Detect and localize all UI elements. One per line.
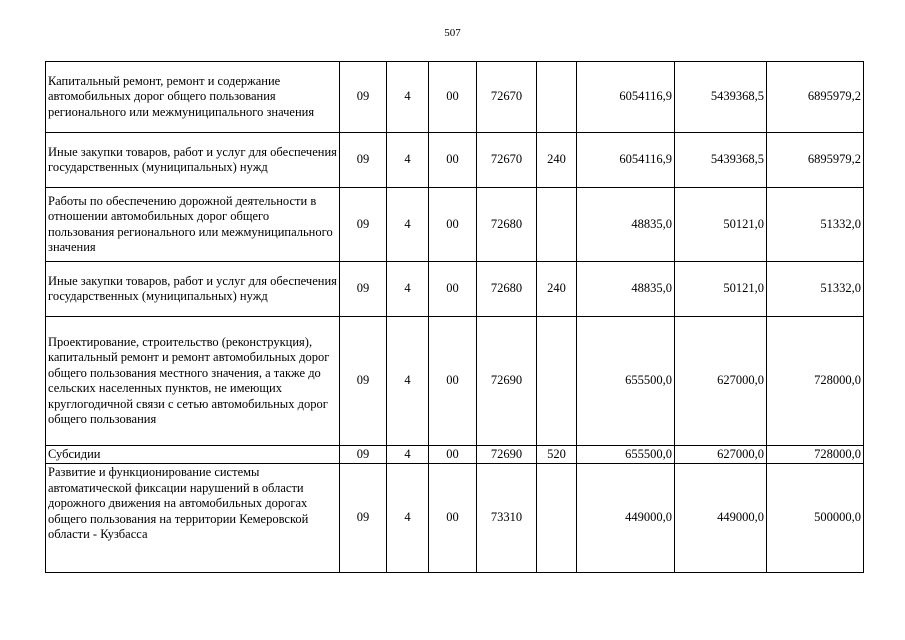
amount-year-3: 728000,0 bbox=[767, 317, 864, 446]
row-name: Капитальный ремонт, ремонт и содержание автомобильных дорог общего пользования регионального или межмуниципального значения bbox=[46, 62, 340, 133]
section-code: 09 bbox=[340, 133, 387, 188]
amount-year-2: 50121,0 bbox=[675, 262, 767, 317]
section-code: 09 bbox=[340, 446, 387, 464]
table-row bbox=[46, 464, 864, 573]
amount-year-3: 51332,0 bbox=[767, 262, 864, 317]
row-name: Субсидии bbox=[46, 446, 340, 464]
article-code: 72690 bbox=[477, 317, 537, 446]
article-code: 72680 bbox=[477, 188, 537, 262]
amount-year-1: 6054116,9 bbox=[577, 133, 675, 188]
subsection-code: 4 bbox=[387, 62, 429, 133]
budget-table bbox=[45, 61, 864, 573]
amount-year-2: 5439368,5 bbox=[675, 133, 767, 188]
amount-year-3: 6895979,2 bbox=[767, 62, 864, 133]
section-code: 09 bbox=[340, 62, 387, 133]
page-number: 507 bbox=[444, 27, 461, 39]
amount-year-3: 51332,0 bbox=[767, 188, 864, 262]
program-code: 00 bbox=[429, 62, 477, 133]
section-code: 09 bbox=[340, 262, 387, 317]
expense-type-code bbox=[537, 317, 577, 446]
amount-year-3: 500000,0 bbox=[767, 464, 864, 573]
amount-year-2: 50121,0 bbox=[675, 188, 767, 262]
subsection-code: 4 bbox=[387, 133, 429, 188]
program-code: 00 bbox=[429, 446, 477, 464]
table-row bbox=[46, 133, 864, 188]
table-row bbox=[46, 317, 864, 446]
article-code: 72690 bbox=[477, 446, 537, 464]
program-code: 00 bbox=[429, 464, 477, 573]
table-row bbox=[46, 446, 864, 464]
program-code: 00 bbox=[429, 188, 477, 262]
amount-year-1: 48835,0 bbox=[577, 188, 675, 262]
expense-type-code: 240 bbox=[537, 262, 577, 317]
subsection-code: 4 bbox=[387, 317, 429, 446]
amount-year-3: 6895979,2 bbox=[767, 133, 864, 188]
row-name: Иные закупки товаров, работ и услуг для обеспечения государственных (муниципальных) нужд bbox=[46, 262, 340, 317]
subsection-code: 4 bbox=[387, 446, 429, 464]
amount-year-1: 655500,0 bbox=[577, 317, 675, 446]
article-code: 72670 bbox=[477, 62, 537, 133]
amount-year-1: 449000,0 bbox=[577, 464, 675, 573]
expense-type-code bbox=[537, 188, 577, 262]
article-code: 72680 bbox=[477, 262, 537, 317]
expense-type-code bbox=[537, 62, 577, 133]
section-code: 09 bbox=[340, 464, 387, 573]
program-code: 00 bbox=[429, 133, 477, 188]
row-name: Проектирование, строительство (реконструкция), капитальный ремонт и ремонт автомобильных дорог общего пользования местного значения, а также до сельских населенных пунктов, не имеющих круглогодичной связи с сетью автомобильных дорог общего пользования bbox=[46, 317, 340, 446]
subsection-code: 4 bbox=[387, 188, 429, 262]
program-code: 00 bbox=[429, 317, 477, 446]
row-name: Работы по обеспечению дорожной деятельности в отношении автомобильных дорог общего пользования регионального или межмуниципального значения bbox=[46, 188, 340, 262]
program-code: 00 bbox=[429, 262, 477, 317]
expense-type-code: 520 bbox=[537, 446, 577, 464]
amount-year-1: 6054116,9 bbox=[577, 62, 675, 133]
table-row bbox=[46, 262, 864, 317]
subsection-code: 4 bbox=[387, 262, 429, 317]
amount-year-2: 5439368,5 bbox=[675, 62, 767, 133]
article-code: 73310 bbox=[477, 464, 537, 573]
row-name: Иные закупки товаров, работ и услуг для обеспечения государственных (муниципальных) нужд bbox=[46, 133, 340, 188]
table-row bbox=[46, 62, 864, 133]
amount-year-1: 48835,0 bbox=[577, 262, 675, 317]
subsection-code: 4 bbox=[387, 464, 429, 573]
amount-year-2: 449000,0 bbox=[675, 464, 767, 573]
amount-year-3: 728000,0 bbox=[767, 446, 864, 464]
row-name: Развитие и функционирование системы автоматической фиксации нарушений в области дорожного движения на автомобильных дорогах общего пользования на территории Кемеровской области - Кузбасса bbox=[46, 464, 340, 573]
amount-year-1: 655500,0 bbox=[577, 446, 675, 464]
amount-year-2: 627000,0 bbox=[675, 446, 767, 464]
section-code: 09 bbox=[340, 317, 387, 446]
expense-type-code: 240 bbox=[537, 133, 577, 188]
section-code: 09 bbox=[340, 188, 387, 262]
amount-year-2: 627000,0 bbox=[675, 317, 767, 446]
expense-type-code bbox=[537, 464, 577, 573]
article-code: 72670 bbox=[477, 133, 537, 188]
table-row bbox=[46, 188, 864, 262]
